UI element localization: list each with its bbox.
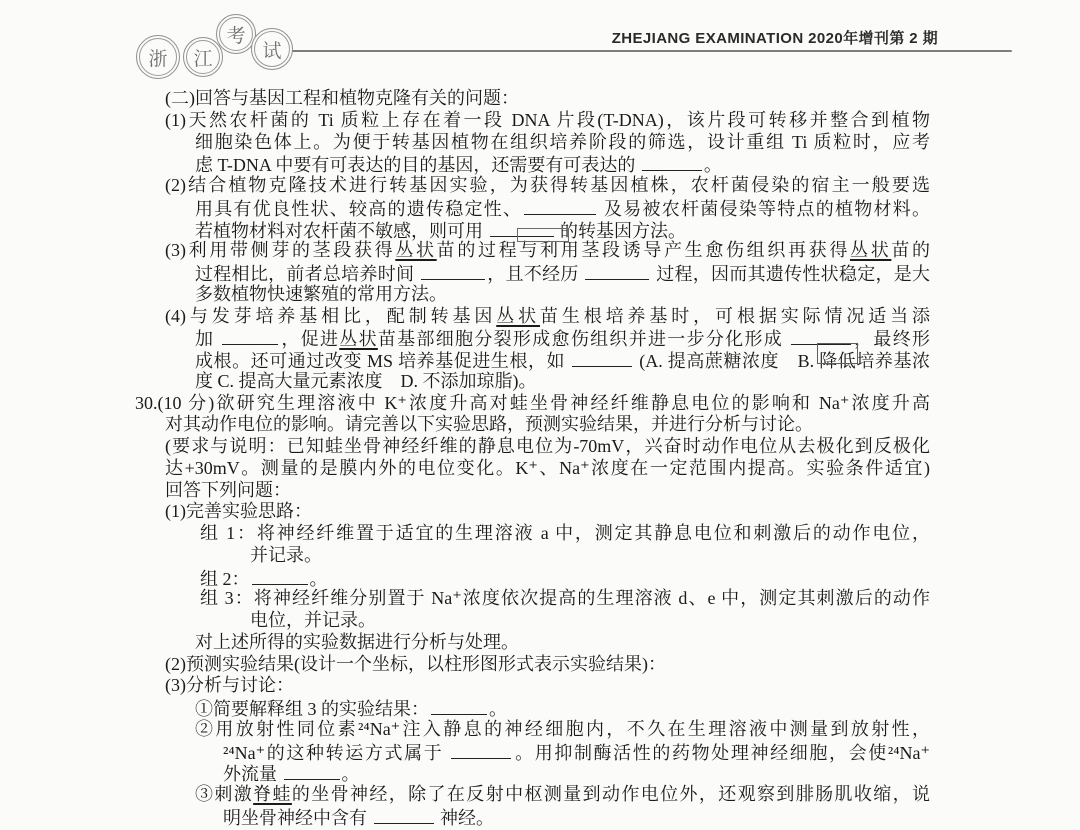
- seal-shi-char: 试: [262, 40, 282, 62]
- text-line: (二)回答与基因工程和植物克隆有关的问题：: [165, 88, 519, 108]
- text-line: ③刺激脊蛙的坐骨神经，除了在反射中枢测量到动作电位外，还观察到腓肠肌收缩，说: [195, 784, 931, 804]
- seal-zhe: [136, 35, 180, 79]
- answer-blank: [284, 762, 340, 780]
- text-line: 若植物材料对农杆菌不敏感，则可用 的转基因方法。: [135, 219, 930, 241]
- text-line: ①简要解释组 3 的实验结果： 。: [135, 697, 930, 719]
- text-line: (3)利用带侧芽的茎段获得丛状苗的过程与利用茎段诱导产生愈伤组织再获得丛状苗的: [165, 240, 931, 261]
- text-line: ²⁴Na⁺的这种转运方式属于 。用抑制酶活性的药物处理神经细胞，会使²⁴Na⁺: [135, 741, 930, 763]
- text-line: ②用放射性同位素²⁴Na⁺注入静息的神经细胞内，不久在生理溶液中测量到放射性，: [195, 718, 930, 739]
- text-line: 虑 T-DNA 中要有可表达的目的基因，还需要有可表达的 。: [135, 153, 930, 175]
- text-line: 对上述所得的实验数据进行分析与处理。: [195, 631, 519, 652]
- text-line: (4)与发芽培养基相比，配制转基因丛状苗生根培养基时，可根据实际情况适当添: [165, 305, 930, 326]
- document-body: [135, 88, 930, 828]
- answer-blank: [451, 741, 511, 759]
- answer-blank: [222, 327, 278, 345]
- answer-blank: [524, 197, 596, 215]
- answer-blank: [490, 219, 554, 237]
- answer-blank: [585, 262, 649, 280]
- text-line: 并记录。: [250, 544, 322, 565]
- answer-blank: [572, 349, 632, 367]
- text-line: 组 3：将神经纤维分别置于 Na⁺浓度依次提高的生理溶液 d、e 中，测定其刺激后的动作: [200, 588, 930, 609]
- text-line: 达+30mV。测量的是膜内外的电位变化。K⁺、Na⁺浓度在一定范围内提高。实验条件适宜): [165, 457, 930, 478]
- text-line: 回答下列问题：: [165, 479, 291, 500]
- text-line: 30.(10 分)欲研究生理溶液中 K⁺浓度升高对蛙坐骨神经纤维静息电位的影响和 Na⁺浓度升高: [135, 392, 930, 413]
- text-line: 明坐骨神经中含有 神经。: [135, 806, 930, 828]
- text-line: 成根。还可通过改变 MS 培养基促进生根，如 (A. 提高蔗糖浓度 B. 降低培养基浓: [135, 349, 930, 371]
- answer-blank: [252, 567, 308, 585]
- seal-jiang: [183, 37, 223, 77]
- seal-kao: [216, 14, 256, 54]
- text-line: (1)天然农杆菌的 Ti 质粒上存在着一段 DNA 片段(T-DNA)，该片段可转移并整合到植物: [165, 109, 930, 130]
- text-line: 细胞染色体上。为便于转基因植物在组织培养阶段的筛选，设计重组 Ti 质粒时，应考: [195, 131, 930, 152]
- text-line: (1)完善实验思路：: [165, 501, 312, 522]
- seal-jiang-char: 江: [193, 48, 213, 70]
- seal-shi: [251, 28, 293, 70]
- text-line: (2)结合植物克隆技术进行转基因实验，为获得转基因植株，农杆菌侵染的宿主一般要选: [165, 175, 930, 195]
- scan-artifact: 与利: [519, 240, 561, 261]
- text-line: 用具有优良性状、较高的遗传稳定性、 及易被农杆菌侵染等特点的植物材料。: [135, 197, 930, 219]
- answer-blank: [431, 697, 487, 715]
- text-line: 外流量 。: [135, 762, 930, 784]
- text-line: 加 ，促进丛状苗基部细胞分裂形成愈伤组织并进一步分化形成 ，最终形: [135, 327, 930, 349]
- answer-blank: [642, 153, 702, 171]
- text-line: 多数植物快速繁殖的常用方法。: [195, 283, 447, 304]
- text-line: 度 C. 提高大量元素浓度 D. 不添加琼脂)。: [195, 370, 537, 391]
- text-line: (要求与说明：已知蛙坐骨神经纤维的静息电位为-70mV，兴奋时动作电位从去极化到反极化: [165, 436, 930, 456]
- text-line: 组 2： 。: [135, 567, 930, 589]
- text-line: (2)预测实验结果(设计一个坐标，以柱形图形式表示实验结果)：: [165, 653, 666, 674]
- text-line: 对其动作电位的影响。请完善以下实验思路，预测实验结果，并进行分析与讨论。: [165, 414, 813, 435]
- text-line: 过程相比，前者总培养时间 ，且不经历 过程，因而其遗传性状稳定，是大: [135, 262, 930, 284]
- seal-kao-char: 考: [226, 25, 246, 47]
- seal-zhe-char: 浙: [148, 48, 168, 70]
- answer-blank: [374, 806, 434, 824]
- text-line: (3)分析与讨论：: [165, 675, 294, 696]
- answer-blank: [791, 327, 851, 345]
- answer-blank: [421, 262, 485, 280]
- text-line: 组 1：将神经纤维置于适宜的生理溶液 a 中，测定其静息电位和刺激后的动作电位，: [200, 523, 930, 543]
- header-divider: [290, 50, 1012, 52]
- journal-title: ZHEJIANG EXAMINATION 2020年增刊第 2 期: [611, 30, 938, 47]
- text-line: 电位，并记录。: [250, 610, 376, 630]
- scan-artifact: 降低: [819, 351, 857, 372]
